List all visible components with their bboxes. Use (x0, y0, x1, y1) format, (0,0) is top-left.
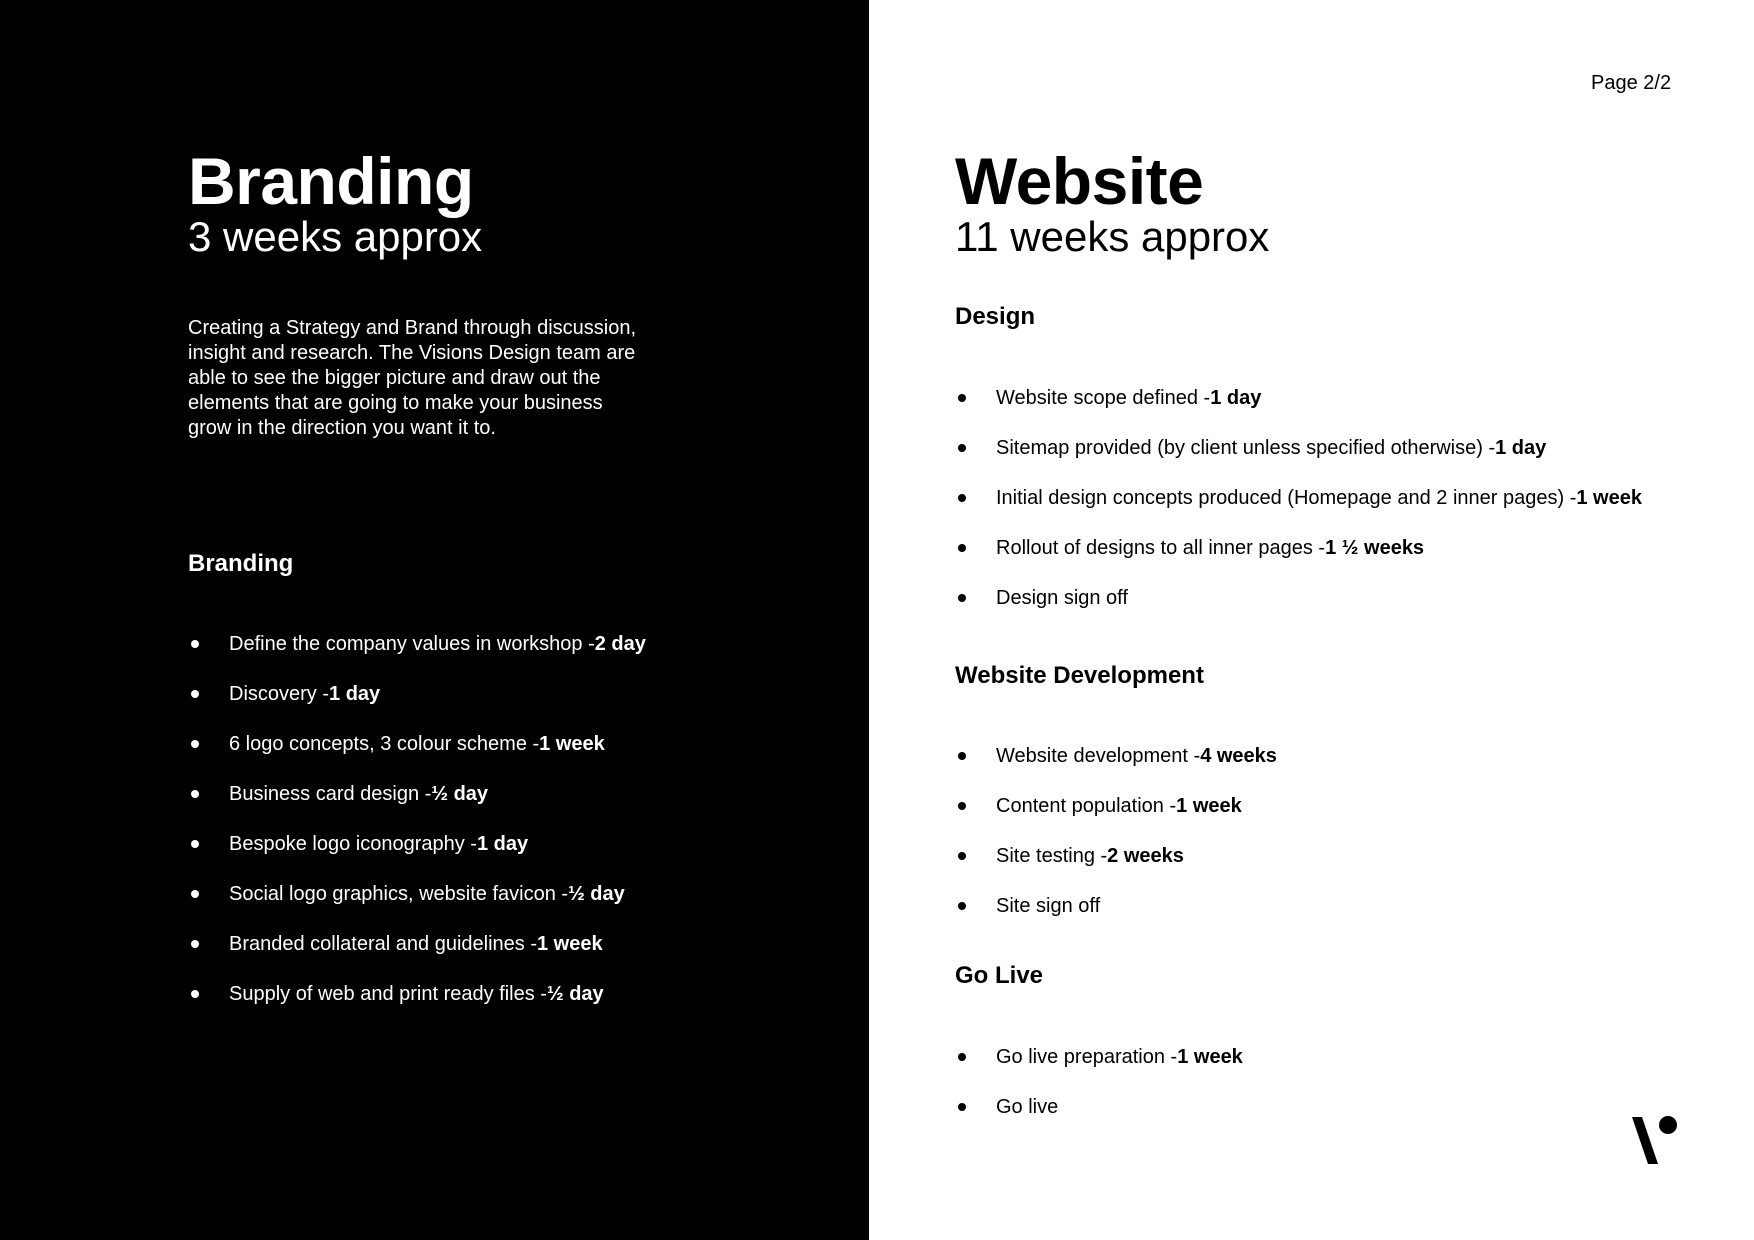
item-duration: 1 week (539, 732, 605, 755)
list-item (955, 831, 1277, 881)
list-item (188, 669, 646, 719)
item-text: Go live (996, 1095, 1059, 1118)
item-text: Business card design - (229, 782, 432, 805)
item-duration: ½ day (568, 882, 625, 905)
list-item (188, 719, 646, 769)
list-item (955, 1082, 1243, 1132)
item-duration: 2 day (594, 632, 646, 655)
item-text: Branded collateral and guidelines - (229, 932, 537, 955)
list-item (955, 373, 1642, 423)
item-text: 6 logo concepts, 3 colour scheme - (229, 732, 540, 755)
item-text: Site testing - (996, 844, 1108, 867)
item-text: Bespoke logo iconography - (229, 832, 477, 855)
branding-intro: Creating a Strategy and Brand through discussion, insight and research. The Visions Design team are able to see the bigger picture and draw out the elements that are going to make your business grow in the direction you want it to. (188, 317, 637, 439)
bullet-icon (958, 444, 966, 452)
bullet-icon (958, 1103, 966, 1111)
bullet-icon (191, 990, 199, 998)
item-text: Website scope defined - (996, 386, 1211, 409)
item-text: Rollout of designs to all inner pages - (996, 536, 1326, 559)
item-duration: 1 week (1176, 794, 1242, 817)
item-duration: 1 day (1210, 386, 1262, 409)
branding-panel (0, 0, 869, 1240)
bullet-icon (958, 752, 966, 760)
item-text: Sitemap provided (by client unless specified otherwise) - (996, 436, 1496, 459)
list-item (955, 573, 1642, 623)
go-live-list (955, 1032, 1243, 1132)
bullet-icon (191, 790, 199, 798)
item-text: Supply of web and print ready files - (229, 982, 547, 1005)
bullet-icon (958, 544, 966, 552)
item-text: Design sign off (996, 586, 1128, 609)
bullet-icon (958, 494, 966, 502)
item-duration: 1 day (329, 682, 381, 705)
bullet-icon (958, 1053, 966, 1061)
list-item (188, 869, 646, 919)
item-duration: 1 day (1495, 436, 1547, 459)
list-item (955, 1032, 1243, 1082)
item-duration: ½ day (546, 982, 604, 1005)
development-list (955, 731, 1277, 931)
bullet-icon (958, 802, 966, 810)
list-item (955, 731, 1277, 781)
development-heading: Website Development (955, 662, 1204, 689)
bullet-icon (191, 740, 199, 748)
website-title: Website (955, 144, 1204, 218)
bullet-icon (191, 940, 199, 948)
design-heading: Design (955, 303, 1036, 330)
item-text: Initial design concepts produced (Homepage and 2 inner pages) - (996, 486, 1577, 509)
list-item (188, 919, 646, 969)
item-duration: 2 weeks (1107, 844, 1184, 867)
item-duration: 1 week (1576, 486, 1642, 509)
item-duration: ½ day (431, 782, 489, 805)
branding-subtitle: 3 weeks approx (188, 213, 483, 260)
go-live-heading: Go Live (955, 962, 1044, 989)
item-text: Website development - (996, 744, 1201, 767)
item-duration: 4 weeks (1200, 744, 1277, 767)
bullet-icon (958, 852, 966, 860)
list-item (188, 619, 646, 669)
list-item (955, 423, 1642, 473)
item-duration: 1 week (1177, 1045, 1243, 1068)
branding-title: Branding (188, 144, 474, 218)
item-duration: 1 day (476, 832, 529, 855)
bullet-icon (191, 690, 199, 698)
list-item (955, 523, 1642, 573)
bullet-icon (958, 902, 966, 910)
website-subtitle: 11 weeks approx (955, 213, 1270, 260)
bullet-icon (191, 640, 199, 648)
item-text: Discovery - (229, 682, 330, 705)
item-text: Social logo graphics, website favicon - (229, 882, 569, 905)
design-list (955, 373, 1642, 623)
bullet-icon (958, 594, 966, 602)
list-item (955, 881, 1277, 931)
item-text: Site sign off (996, 894, 1101, 917)
bullet-icon (958, 394, 966, 402)
list-item (188, 969, 646, 1019)
item-duration: 1 ½ weeks (1325, 536, 1425, 559)
branding-group-heading: Branding (188, 550, 294, 577)
list-item (188, 819, 646, 869)
visions-logo-icon (1628, 1112, 1682, 1166)
page-number: Page 2/2 (1591, 72, 1672, 94)
branding-list (188, 619, 646, 1019)
item-text: Content population - (996, 794, 1177, 817)
item-duration: 1 week (536, 932, 603, 955)
item-text: Define the company values in workshop - (229, 632, 595, 655)
bullet-icon (191, 840, 199, 848)
list-item (955, 781, 1277, 831)
bullet-icon (191, 890, 199, 898)
list-item (955, 473, 1642, 523)
item-text: Go live preparation - (996, 1045, 1178, 1068)
list-item (188, 769, 646, 819)
